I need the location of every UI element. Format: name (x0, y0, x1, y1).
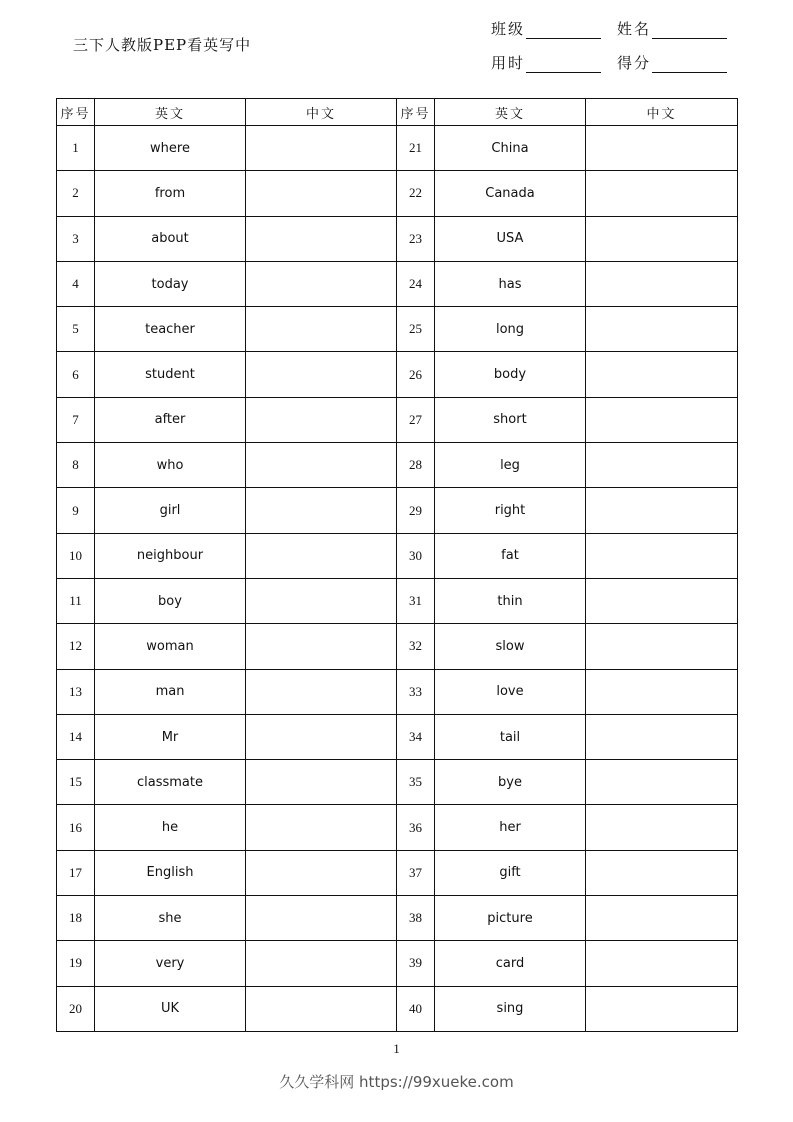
table-row (57, 443, 738, 488)
table-header-row (57, 99, 738, 126)
header-english-left: 英文 (95, 99, 246, 126)
row-number-right: 23 (397, 216, 435, 261)
english-word-right: fat (435, 533, 586, 578)
header-number-left: 序号 (57, 99, 95, 126)
english-word-left: student (95, 352, 246, 397)
english-word-right: tail (435, 714, 586, 759)
class-field (491, 18, 601, 39)
row-number-left: 14 (57, 714, 95, 759)
chinese-answer-left[interactable] (246, 533, 397, 578)
row-number-left: 8 (57, 443, 95, 488)
name-label: 姓名 (617, 20, 652, 38)
chinese-answer-right[interactable] (586, 488, 738, 533)
row-number-left: 5 (57, 307, 95, 352)
english-word-left: very (95, 941, 246, 986)
english-word-right: short (435, 397, 586, 442)
chinese-answer-right[interactable] (586, 941, 738, 986)
score-field (617, 52, 727, 73)
time-label: 用时 (491, 54, 526, 72)
chinese-answer-left[interactable] (246, 216, 397, 261)
chinese-answer-right[interactable] (586, 533, 738, 578)
row-number-left: 12 (57, 624, 95, 669)
chinese-answer-left[interactable] (246, 669, 397, 714)
chinese-answer-right[interactable] (586, 443, 738, 488)
chinese-answer-left[interactable] (246, 760, 397, 805)
row-number-left: 1 (57, 126, 95, 171)
chinese-answer-right[interactable] (586, 986, 738, 1031)
table-row (57, 624, 738, 669)
chinese-answer-left[interactable] (246, 261, 397, 306)
chinese-answer-right[interactable] (586, 669, 738, 714)
table-row (57, 171, 738, 216)
english-word-right: has (435, 261, 586, 306)
chinese-answer-right[interactable] (586, 171, 738, 216)
row-number-left: 4 (57, 261, 95, 306)
row-number-right: 29 (397, 488, 435, 533)
english-word-left: about (95, 216, 246, 261)
chinese-answer-right[interactable] (586, 216, 738, 261)
english-word-right: slow (435, 624, 586, 669)
document-title: 三下人教版PEP看英写中 (73, 36, 252, 54)
english-word-right: long (435, 307, 586, 352)
row-number-left: 20 (57, 986, 95, 1031)
row-number-right: 34 (397, 714, 435, 759)
table-row (57, 307, 738, 352)
chinese-answer-left[interactable] (246, 443, 397, 488)
chinese-answer-left[interactable] (246, 352, 397, 397)
score-blank[interactable] (652, 58, 727, 73)
chinese-answer-right[interactable] (586, 126, 738, 171)
english-word-right: love (435, 669, 586, 714)
row-number-right: 27 (397, 397, 435, 442)
table-row (57, 578, 738, 623)
table-row (57, 850, 738, 895)
chinese-answer-right[interactable] (586, 850, 738, 895)
row-number-left: 10 (57, 533, 95, 578)
english-word-left: where (95, 126, 246, 171)
page-number: 1 (393, 1041, 400, 1056)
header-english-right: 英文 (435, 99, 586, 126)
english-word-right: China (435, 126, 586, 171)
chinese-answer-right[interactable] (586, 352, 738, 397)
english-word-left: teacher (95, 307, 246, 352)
table-row (57, 126, 738, 171)
row-number-left: 2 (57, 171, 95, 216)
time-blank[interactable] (526, 58, 601, 73)
footer-watermark: 久久学科网 https://99xueke.com (279, 1073, 514, 1091)
chinese-answer-right[interactable] (586, 760, 738, 805)
english-word-left: after (95, 397, 246, 442)
english-word-left: boy (95, 578, 246, 623)
table-row (57, 986, 738, 1031)
chinese-answer-right[interactable] (586, 261, 738, 306)
english-word-right: picture (435, 896, 586, 941)
chinese-answer-left[interactable] (246, 126, 397, 171)
chinese-answer-left[interactable] (246, 896, 397, 941)
english-word-left: she (95, 896, 246, 941)
score-label: 得分 (617, 54, 652, 72)
row-number-left: 16 (57, 805, 95, 850)
name-blank[interactable] (652, 24, 727, 39)
english-word-right: her (435, 805, 586, 850)
row-number-right: 35 (397, 760, 435, 805)
header-number-right: 序号 (397, 99, 435, 126)
chinese-answer-right[interactable] (586, 307, 738, 352)
row-number-left: 17 (57, 850, 95, 895)
table-row (57, 352, 738, 397)
row-number-right: 37 (397, 850, 435, 895)
row-number-left: 6 (57, 352, 95, 397)
row-number-right: 40 (397, 986, 435, 1031)
english-word-right: card (435, 941, 586, 986)
row-number-right: 33 (397, 669, 435, 714)
chinese-answer-right[interactable] (586, 578, 738, 623)
row-number-left: 13 (57, 669, 95, 714)
row-number-right: 31 (397, 578, 435, 623)
table-row (57, 397, 738, 442)
chinese-answer-right[interactable] (586, 714, 738, 759)
english-word-left: from (95, 171, 246, 216)
english-word-right: sing (435, 986, 586, 1031)
row-number-left: 19 (57, 941, 95, 986)
chinese-answer-right[interactable] (586, 805, 738, 850)
table-row (57, 216, 738, 261)
chinese-answer-left[interactable] (246, 307, 397, 352)
english-word-left: English (95, 850, 246, 895)
english-word-left: neighbour (95, 533, 246, 578)
class-blank[interactable] (526, 24, 601, 39)
english-word-left: classmate (95, 760, 246, 805)
english-word-left: woman (95, 624, 246, 669)
chinese-answer-right[interactable] (586, 896, 738, 941)
english-word-left: he (95, 805, 246, 850)
chinese-answer-right[interactable] (586, 397, 738, 442)
row-number-right: 24 (397, 261, 435, 306)
english-word-left: who (95, 443, 246, 488)
time-field (491, 52, 601, 73)
row-number-left: 7 (57, 397, 95, 442)
table-row (57, 261, 738, 306)
english-word-right: Canada (435, 171, 586, 216)
table-row (57, 669, 738, 714)
row-number-left: 15 (57, 760, 95, 805)
class-label: 班级 (491, 20, 526, 38)
english-word-right: thin (435, 578, 586, 623)
english-word-left: man (95, 669, 246, 714)
chinese-answer-left[interactable] (246, 397, 397, 442)
row-number-left: 9 (57, 488, 95, 533)
english-word-left: today (95, 261, 246, 306)
row-number-right: 39 (397, 941, 435, 986)
table-body (57, 126, 738, 1032)
row-number-right: 38 (397, 896, 435, 941)
row-number-right: 25 (397, 307, 435, 352)
english-word-right: gift (435, 850, 586, 895)
chinese-answer-left[interactable] (246, 986, 397, 1031)
row-number-left: 11 (57, 578, 95, 623)
english-word-right: body (435, 352, 586, 397)
row-number-left: 3 (57, 216, 95, 261)
row-number-right: 28 (397, 443, 435, 488)
chinese-answer-left[interactable] (246, 488, 397, 533)
english-word-right: USA (435, 216, 586, 261)
english-word-right: right (435, 488, 586, 533)
table-row (57, 533, 738, 578)
chinese-answer-left[interactable] (246, 805, 397, 850)
table-row (57, 760, 738, 805)
chinese-answer-left[interactable] (246, 624, 397, 669)
table-row (57, 896, 738, 941)
table-row (57, 488, 738, 533)
header-chinese-left: 中文 (246, 99, 397, 126)
english-word-left: Mr (95, 714, 246, 759)
row-number-right: 30 (397, 533, 435, 578)
chinese-answer-left[interactable] (246, 578, 397, 623)
row-number-left: 18 (57, 896, 95, 941)
row-number-right: 32 (397, 624, 435, 669)
row-number-right: 22 (397, 171, 435, 216)
chinese-answer-right[interactable] (586, 624, 738, 669)
table-row (57, 714, 738, 759)
chinese-answer-left[interactable] (246, 171, 397, 216)
chinese-answer-left[interactable] (246, 850, 397, 895)
vocabulary-table (56, 98, 738, 1032)
chinese-answer-left[interactable] (246, 714, 397, 759)
chinese-answer-left[interactable] (246, 941, 397, 986)
english-word-right: bye (435, 760, 586, 805)
header-chinese-right: 中文 (586, 99, 738, 126)
table-row (57, 941, 738, 986)
english-word-left: UK (95, 986, 246, 1031)
row-number-right: 26 (397, 352, 435, 397)
english-word-left: girl (95, 488, 246, 533)
name-field (617, 18, 727, 39)
row-number-right: 21 (397, 126, 435, 171)
english-word-right: leg (435, 443, 586, 488)
table-row (57, 805, 738, 850)
row-number-right: 36 (397, 805, 435, 850)
